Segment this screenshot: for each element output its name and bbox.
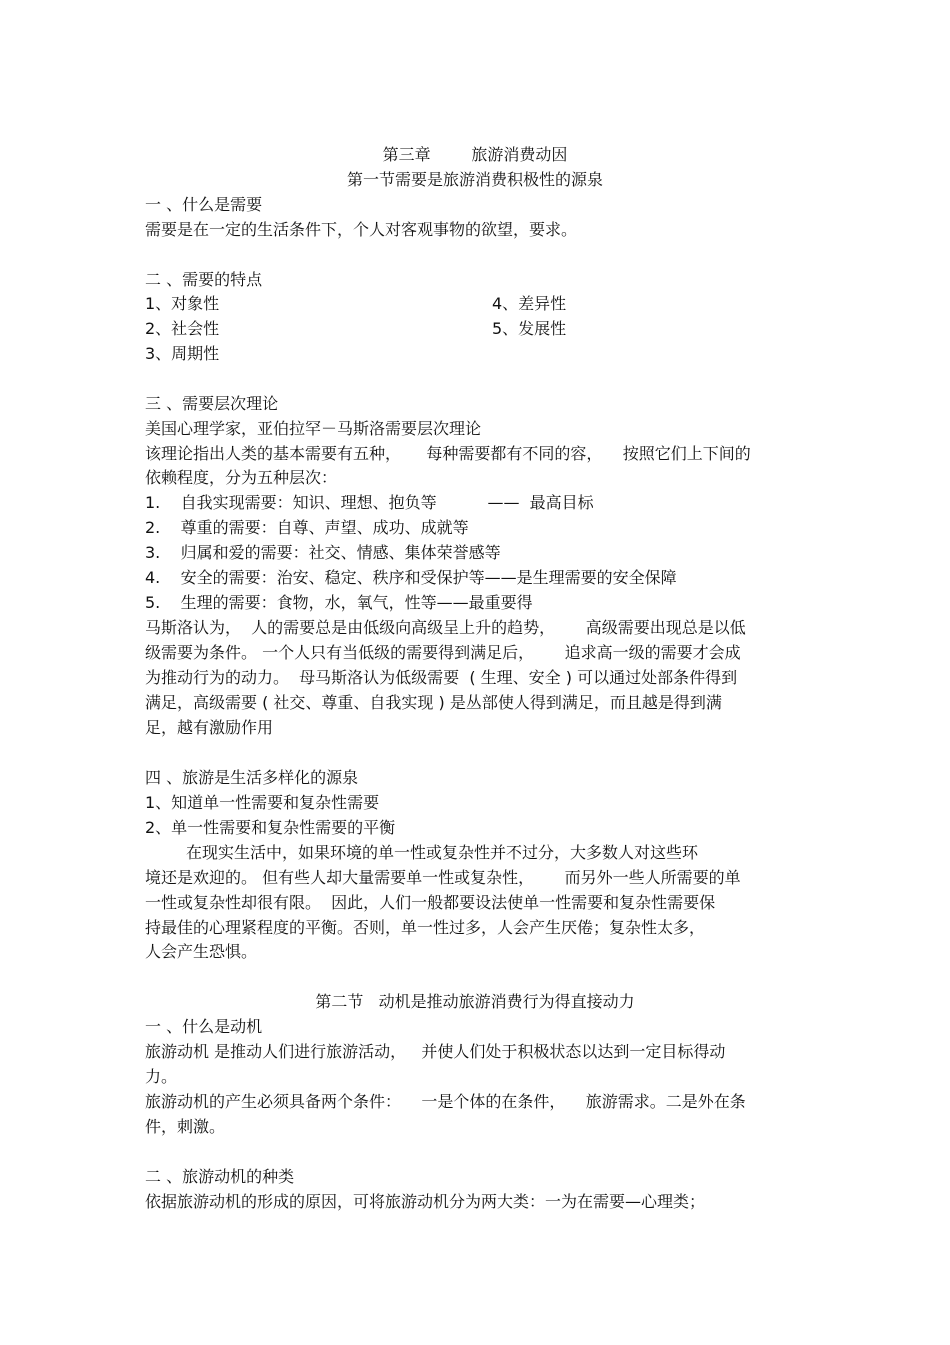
chapter-title: 第三章 旅游消费动因 xyxy=(382,145,568,164)
trait-item-2: 2、社会性 xyxy=(145,319,220,338)
heading-travel-diversity: 四 、旅游是生活多样化的源泉 xyxy=(145,768,359,787)
paragraph-theory-line-2: 依赖程度，分为五种层次： xyxy=(145,468,338,487)
paragraph-need-definition: 需要是在一定的生活条件下，个人对客观事物的欲望，要求。 xyxy=(145,220,578,239)
paragraph-theory-line-1: 该理论指出人类的基本需要有五种， 每种需要都有不同的容， 按照它们上下间的 xyxy=(145,444,751,463)
paragraph-balance-line-4: 持最佳的心理紧程度的平衡。否则，单一性过多，人会产生厌倦；复杂性太多， xyxy=(145,918,706,937)
trait-item-4: 4、差异性 xyxy=(492,294,567,313)
paragraph-motive-line-1: 旅游动机 是推动人们进行旅游活动， 并使人们处于积极状态以达到一定目标得动 xyxy=(145,1042,726,1061)
paragraph-balance-line-3: 一性或复杂性却很有限。 因此，人们一般都要设法使单一性需要和复杂性需要保 xyxy=(145,893,716,912)
heading-motive-types: 二 、旅游动机的种类 xyxy=(145,1167,295,1186)
list-item-single-complex-2: 2、单一性需要和复杂性需要的平衡 xyxy=(145,818,396,837)
level-item-2: 2. 尊重的需要：自尊、声望、成功、成就等 xyxy=(145,518,469,537)
paragraph-balance-line-2: 境还是欢迎的。 但有些人却大量需要单一性或复杂性， 而另外一些人所需要的单 xyxy=(145,868,741,887)
heading-what-is-need: 一 、什么是需要 xyxy=(145,195,263,214)
paragraph-motive-types-line-1: 依据旅游动机的形成的原因，可将旅游动机分为两大类：一为在需要—心理类； xyxy=(145,1192,706,1211)
list-item-single-complex-1: 1、知道单一性需要和复杂性需要 xyxy=(145,793,380,812)
paragraph-balance-line-1: 在现实生活中，如果环境的单一性或复杂性并不过分，大多数人对这些环 xyxy=(186,843,699,862)
paragraph-motive-line-3: 旅游动机的产生必须具备两个条件： 一是个体的在条件， 旅游需求。二是外在条 xyxy=(145,1092,746,1111)
paragraph-balance-line-5: 人会产生恐惧。 xyxy=(145,942,258,961)
paragraph-maslow-line-2: 级需要为条件。 一个人只有当低级的需要得到满足后， 追求高一级的需要才会成 xyxy=(145,643,741,662)
paragraph-motive-line-2: 力。 xyxy=(145,1067,178,1086)
heading-what-is-motive: 一 、什么是动机 xyxy=(145,1017,263,1036)
level-item-1: 1. 自我实现需要：知识、理想、抱负等 —— 最高目标 xyxy=(145,493,594,512)
paragraph-maslow-line-1: 马斯洛认为， 人的需要总是由低级向高级呈上升的趋势， 高级需要出现总是以低 xyxy=(145,618,746,637)
paragraph-maslow-line-5: 足，越有激励作用 xyxy=(145,718,274,737)
heading-hierarchy-theory: 三 、需要层次理论 xyxy=(145,394,279,413)
heading-need-traits: 二 、需要的特点 xyxy=(145,270,263,289)
paragraph-motive-line-4: 件，刺激。 xyxy=(145,1117,226,1136)
paragraph-maslow-line-4: 满足，高级需要 ( 社交、尊重、自我实现 ) 是丛部使人得到满足，而且越是得到满 xyxy=(145,693,722,712)
level-item-3: 3. 归属和爱的需要：社交、情感、集体荣誉感等 xyxy=(145,543,501,562)
trait-item-1: 1、对象性 xyxy=(145,294,220,313)
section-title-1: 第一节需要是旅游消费积极性的源泉 xyxy=(346,170,603,189)
level-item-4: 4. 安全的需要：治安、稳定、秩序和受保护等——是生理需要的安全保障 xyxy=(145,568,677,587)
paragraph-maslow-line-3: 为推动行为的动力。 母马斯洛认为低级需要 ( 生理、安全 ) 可以通过处部条件得到 xyxy=(145,668,738,687)
trait-item-5: 5、发展性 xyxy=(492,319,567,338)
level-item-5: 5. 生理的需要：食物，水，氧气，性等——最重要得 xyxy=(145,593,533,612)
trait-item-3: 3、周期性 xyxy=(145,344,220,363)
paragraph-maslow-intro: 美国心理学家，亚伯拉罕－马斯洛需要层次理论 xyxy=(145,419,482,438)
section-title-2: 第二节 动机是推动旅游消费行为得直接动力 xyxy=(315,992,635,1011)
